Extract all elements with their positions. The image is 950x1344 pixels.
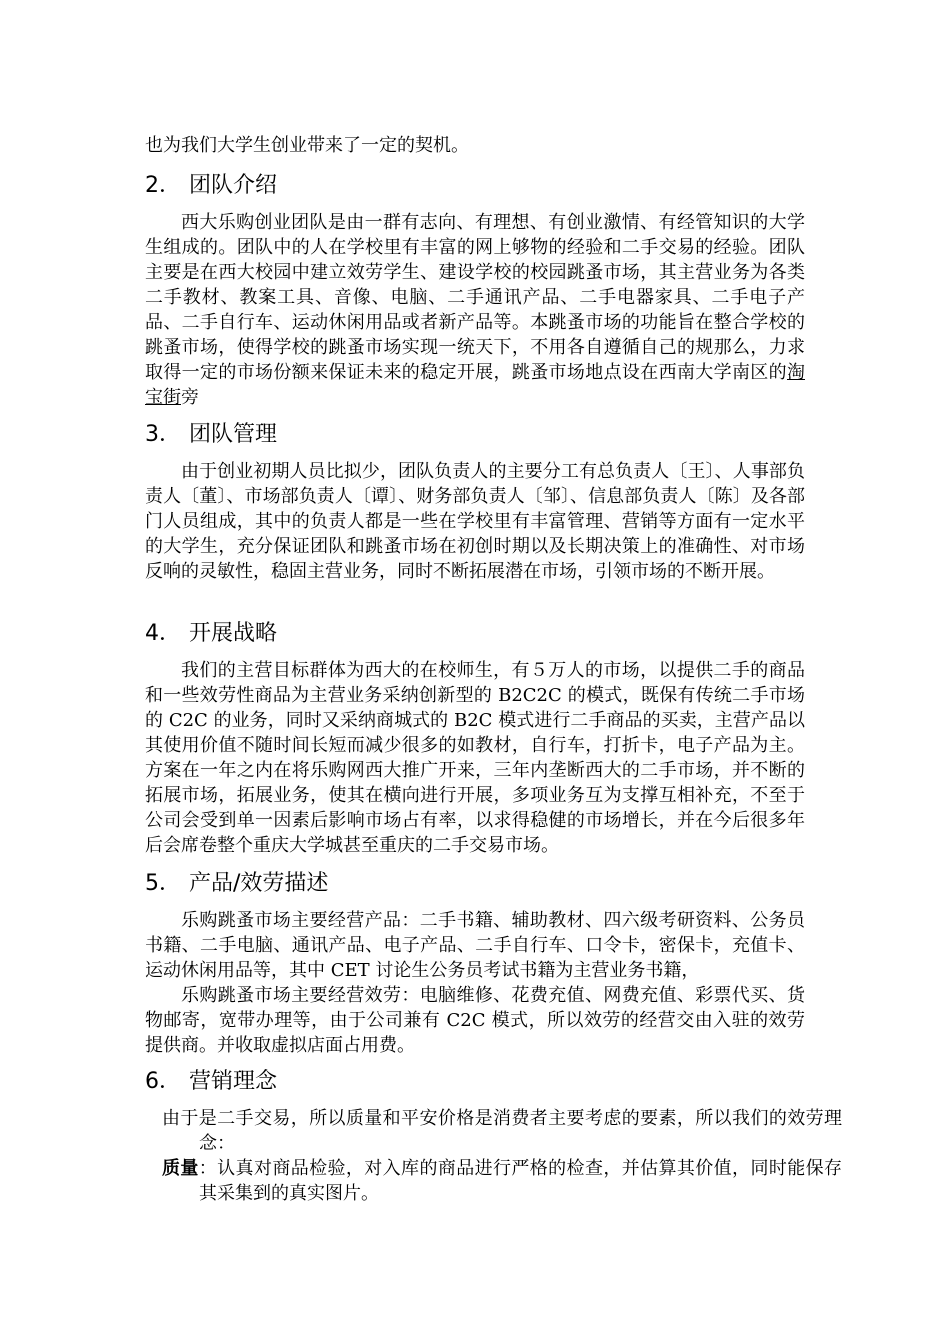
section-heading-products-services [145,869,328,899]
taobao-street-link[interactable]: 淘宝街 [145,362,805,408]
item-text: ：认真对商品检验，对入库的商品进行严格的检查，并估算其价值，同时能保存其采集到的真实图片。 [198,1158,842,1204]
paragraph-text: 西大乐购创业团队是由一群有志向、有理想、有创业激情、有经管知识的大学生组成的。团队中的人在学校里有丰富的网上够物的经验和二手交易的经验。团队主要是在西大校园中建立效劳学生、建设学校的校园跳蚤市场，其主营业务为各类二手教材、教案工具、音像、电脑、二手通讯产品、二手电器家具、二手电子产品、二手自行车、运动休闲用品或者新产品等。本跳蚤市场的功能旨在整合学校的跳蚤市场，使得学校的跳蚤市场实现一统天下，不用各自遵循自己的规那么，力求取得一定的市场份额来保证未来的稳定开展，跳蚤市场地点设在西南大学南区的 [145,212,805,383]
paragraph-products: 乐购跳蚤市场主要经营产品：二手书籍、辅助教材、四六级考研资料、公务员书籍、二手电脑、通讯产品、电子产品、二手自行车、口令卡，密保卡，充值卡、运动休闲用品等，其中 CET 讨论生公务员考试书籍为主营业务书籍， [145,910,805,981]
section-title: 开展战略 [189,621,278,646]
section-number: 4． [145,621,181,646]
section-title: 产品/效劳描述 [189,871,329,896]
marketing-item-quality [162,1156,842,1206]
paragraph-team-intro [145,210,805,410]
section-heading-team-intro [145,171,277,201]
section-heading-marketing [145,1067,277,1097]
section-title: 团队管理 [189,422,278,447]
section-title: 营销理念 [189,1069,278,1094]
section-number: 2． [145,173,181,198]
paragraph-team-management: 由于创业初期人员比拟少，团队负责人的主要分工有总负责人〔王〕、人事部负责人〔董〕、市场部负责人〔谭〕、财务部负责人〔邹〕、信息部负责人〔陈〕及各部门人员组成，其中的负责人都是一些在学校里有丰富管理、营销等方面有一定水平的大学生，充分保证团队和跳蚤市场在初创时期以及长期决策上的准确性、对市场反响的灵敏性，稳固主营业务，同时不断拓展潜在市场，引领市场的不断开展。 [145,461,805,582]
intro-line: 也为我们大学生创业带来了一定的契机。 [145,135,469,156]
section-heading-team-management [145,420,277,450]
paragraph-services: 乐购跳蚤市场主要经营效劳：电脑维修、花费充值、网费充值、彩票代买、货物邮寄，宽带办理等，由于公司兼有 C2C 模式，所以效劳的经营交由入驻的效劳提供商。并收取虚拟店面占用费。 [145,985,805,1056]
section-number: 3． [145,422,181,447]
section-number: 6． [145,1069,181,1094]
section-title: 团队介绍 [189,173,278,198]
paragraph-text-tail: 旁 [181,387,199,408]
paragraph-strategy: 我们的主营目标群体为西大的在校师生，有５万人的市场，以提供二手的商品和一些效劳性商品为主营业务采纳创新型的 B2C2C 的模式，既保有传统二手市场的 C2C 的业务，同时又采纳商城式的 B2C 模式进行二手商品的买卖，主营产品以其使用价值不随时间长短而减少很多的如教材，自行车，打折卡，电子产品为主。方案在一年之内在将乐购网西大推广开来，三年内垄断西大的二手市场，并不断的拓展市场，拓展业务，使其在横向进行开展，多项业务互为支撑互相补充，不至于公司会受到单一因素后影响市场占有率，以求得稳健的市场增长，并在今后很多年后会席卷整个重庆大学城甚至重庆的二手交易市场。 [145,660,805,856]
section-heading-strategy [145,619,277,649]
item-label: 质量 [162,1158,199,1179]
section-number: 5． [145,871,181,896]
paragraph-marketing: 由于是二手交易，所以质量和平安价格是消费者主要考虑的要素，所以我们的效劳理念： [162,1108,842,1154]
